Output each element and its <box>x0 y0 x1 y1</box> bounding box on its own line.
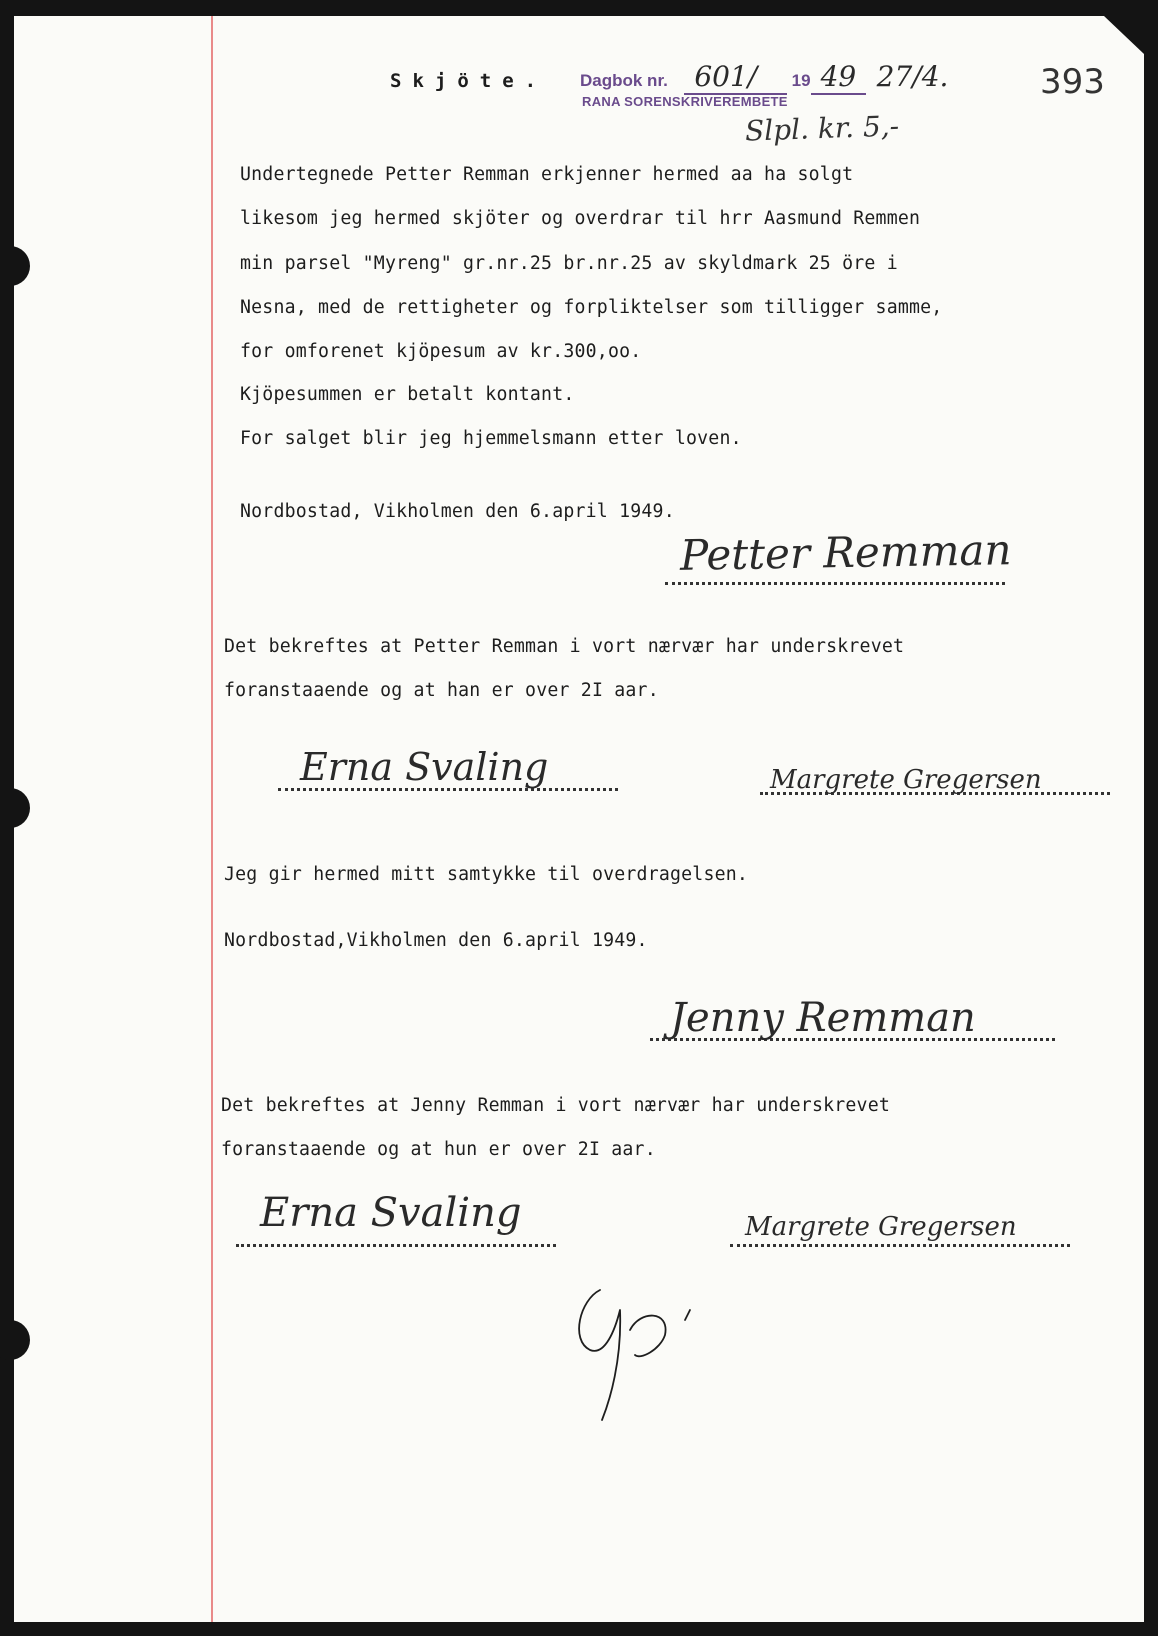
registry-stamp <box>580 60 948 93</box>
fee-note: Slpl. kr. 5,- <box>744 109 900 148</box>
body-line: Nesna, med de rettigheter og forpliktelser som tilligger samme, <box>240 297 943 318</box>
date-note: 27/4. <box>876 60 949 93</box>
witness-text-line: foranstaaende og at han er over 2I aar. <box>224 680 659 701</box>
page-number: 393 <box>1040 62 1105 102</box>
witness-signature: Erna Svaling <box>300 745 549 789</box>
initials <box>570 1300 572 1301</box>
body-line: for omforenet kjöpesum av kr.300,oo. <box>240 341 642 362</box>
binder-tab <box>0 1230 10 1340</box>
body-line: Undertegnede Petter Remman erkjenner hermed aa ha solgt <box>240 164 854 185</box>
place-date-2: Nordbostad,Vikholmen den 6.april 1949. <box>224 930 648 951</box>
dagbok-number: 601/ <box>684 60 787 95</box>
witness-text-line: Det bekreftes at Jenny Remman i vort nærvær har underskrevet <box>221 1095 890 1116</box>
witness-signature: Margrete Gregersen <box>770 765 1042 795</box>
signature-line <box>236 1244 556 1247</box>
document-title: Skjöte. <box>390 70 548 92</box>
dagbok-label: Dagbok nr. <box>580 71 668 90</box>
body-line: min parsel "Myreng" gr.nr.25 br.nr.25 av skyldmark 25 öre i <box>240 253 898 274</box>
body-line: Kjöpesummen er betalt kontant. <box>240 384 575 405</box>
witness-text-line: foranstaaende og at hun er over 2I aar. <box>221 1139 656 1160</box>
consent-text: Jeg gir hermed mitt samtykke til overdragelsen. <box>224 864 749 885</box>
signature-line <box>665 582 1005 585</box>
signature-seller: Petter Remman <box>679 525 1012 580</box>
office-name: RANA SORENSKRIVEREMBETE <box>582 94 788 109</box>
year-suffix: 49 <box>811 60 867 95</box>
year-prefix: 19 <box>791 71 811 90</box>
signature-line <box>730 1244 1070 1247</box>
signature-spouse: Jenny Remman <box>670 995 976 1041</box>
binder-tab <box>0 660 10 860</box>
body-line: For salget blir jeg hjemmelsmann etter loven. <box>240 428 742 449</box>
binder-tab <box>0 170 10 290</box>
place-date-1: Nordbostad, Vikholmen den 6.april 1949. <box>240 501 675 522</box>
body-line: likesom jeg hermed skjöter og overdrar til hrr Aasmund Remmen <box>240 208 921 229</box>
initials-scrawl <box>560 1270 760 1430</box>
margin-rule <box>211 16 213 1622</box>
witness-text-line: Det bekreftes at Petter Remman i vort nærvær har underskrevet <box>224 636 905 657</box>
witness-signature: Margrete Gregersen <box>745 1212 1017 1242</box>
witness-signature: Erna Svaling <box>260 1190 522 1236</box>
